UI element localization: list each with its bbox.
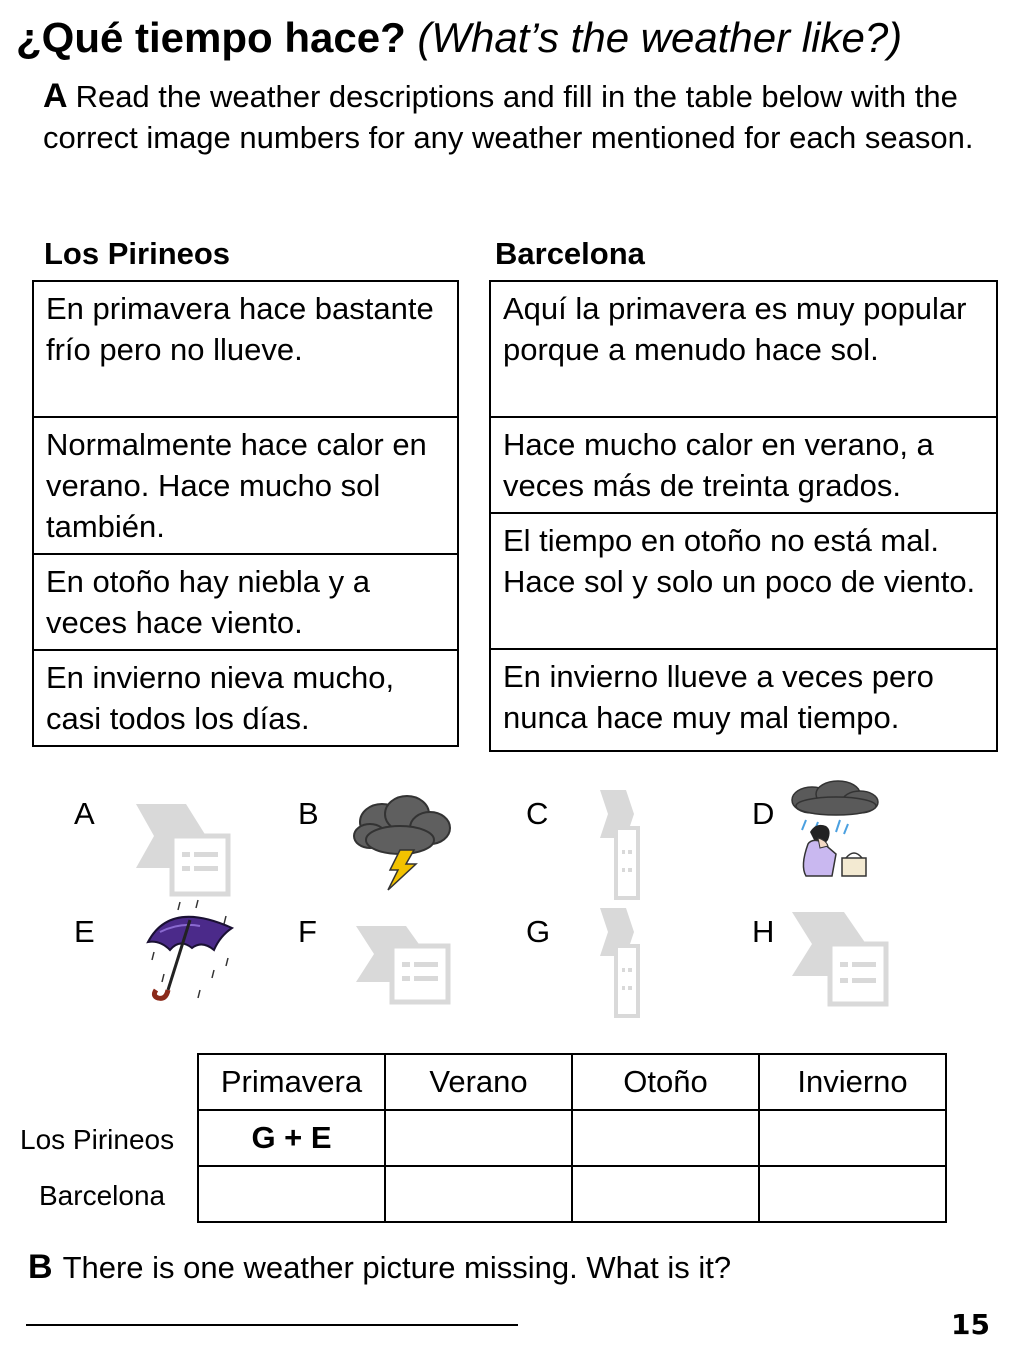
grid-row-label-pirineos: Los Pirineos: [20, 1124, 175, 1155]
picture-label-e: E: [74, 914, 95, 949]
barcelona-heading: Barcelona: [495, 236, 645, 271]
grid-cell-pirineos-otono[interactable]: [572, 1110, 759, 1166]
page-title: [16, 14, 902, 62]
pirineos-winter: En invierno nieva mucho, casi todos los días.: [33, 650, 458, 746]
missing-image-icon: [136, 800, 232, 903]
grid-header-otono: Otoño: [572, 1054, 759, 1110]
grid-cell-pirineos-primavera[interactable]: G + E: [198, 1110, 385, 1166]
pirineos-summer: Normalmente hace calor en verano. Hace mucho sol también.: [33, 417, 458, 554]
part-b-question: [28, 1248, 731, 1287]
pirineos-spring: En primavera hace bastante frío pero no llueve.: [33, 281, 458, 417]
picture-label-b: B: [298, 796, 319, 831]
title-translation: (What’s the weather like?): [417, 14, 903, 61]
grid-cell-barcelona-primavera[interactable]: [198, 1166, 385, 1222]
part-b-text: There is one weather picture missing. What is it?: [62, 1250, 732, 1285]
grid-cell-barcelona-otono[interactable]: [572, 1166, 759, 1222]
barcelona-winter: En invierno llueve a veces pero nunca hace muy mal tiempo.: [490, 649, 997, 751]
missing-image-icon: [596, 790, 642, 907]
grid-row-label-barcelona: Barcelona: [39, 1180, 166, 1211]
missing-image-icon: [356, 924, 452, 1011]
picture-label-f: F: [298, 914, 317, 949]
missing-image-icon: [792, 910, 892, 1013]
barcelona-summer: Hace mucho calor en verano, a veces más de treinta grados.: [490, 417, 997, 513]
pirineos-table: [32, 280, 459, 747]
grid-cell-pirineos-invierno[interactable]: [759, 1110, 946, 1166]
pirineos-autumn: En otoño hay niebla y a veces hace viento.: [33, 554, 458, 650]
grid-header-primavera: Primavera: [198, 1054, 385, 1110]
part-a-text: Read the weather descriptions and fill in the table below with the correct image numbers for any weather mentioned for each season.: [43, 79, 974, 155]
rain-person-icon: [788, 780, 882, 889]
title-main: ¿Qué tiempo hace?: [16, 14, 406, 61]
answer-grid: [197, 1053, 947, 1223]
page-number: 15: [951, 1308, 990, 1341]
grid-header-verano: Verano: [385, 1054, 572, 1110]
picture-label-d: D: [752, 796, 775, 831]
picture-label-c: C: [526, 796, 549, 831]
barcelona-table: [489, 280, 998, 752]
thunderstorm-icon: [352, 792, 452, 897]
picture-label-a: A: [74, 796, 95, 831]
grid-header-invierno: Invierno: [759, 1054, 946, 1110]
barcelona-autumn: El tiempo en otoño no está mal. Hace sol y solo un poco de viento.: [490, 513, 997, 649]
umbrella-rain-icon: [140, 898, 240, 1015]
picture-label-g: G: [526, 914, 551, 949]
barcelona-spring: Aquí la primavera es muy popular porque a menudo hace sol.: [490, 281, 997, 417]
picture-label-h: H: [752, 914, 775, 949]
answer-line[interactable]: [26, 1324, 518, 1326]
part-b-letter: B: [28, 1248, 53, 1286]
missing-image-icon: [596, 908, 642, 1025]
grid-cell-barcelona-verano[interactable]: [385, 1166, 572, 1222]
grid-cell-pirineos-verano[interactable]: [385, 1110, 572, 1166]
part-a-instructions: [43, 76, 983, 158]
grid-cell-barcelona-invierno[interactable]: [759, 1166, 946, 1222]
part-a-letter: A: [43, 77, 68, 115]
pirineos-heading: Los Pirineos: [44, 236, 231, 271]
